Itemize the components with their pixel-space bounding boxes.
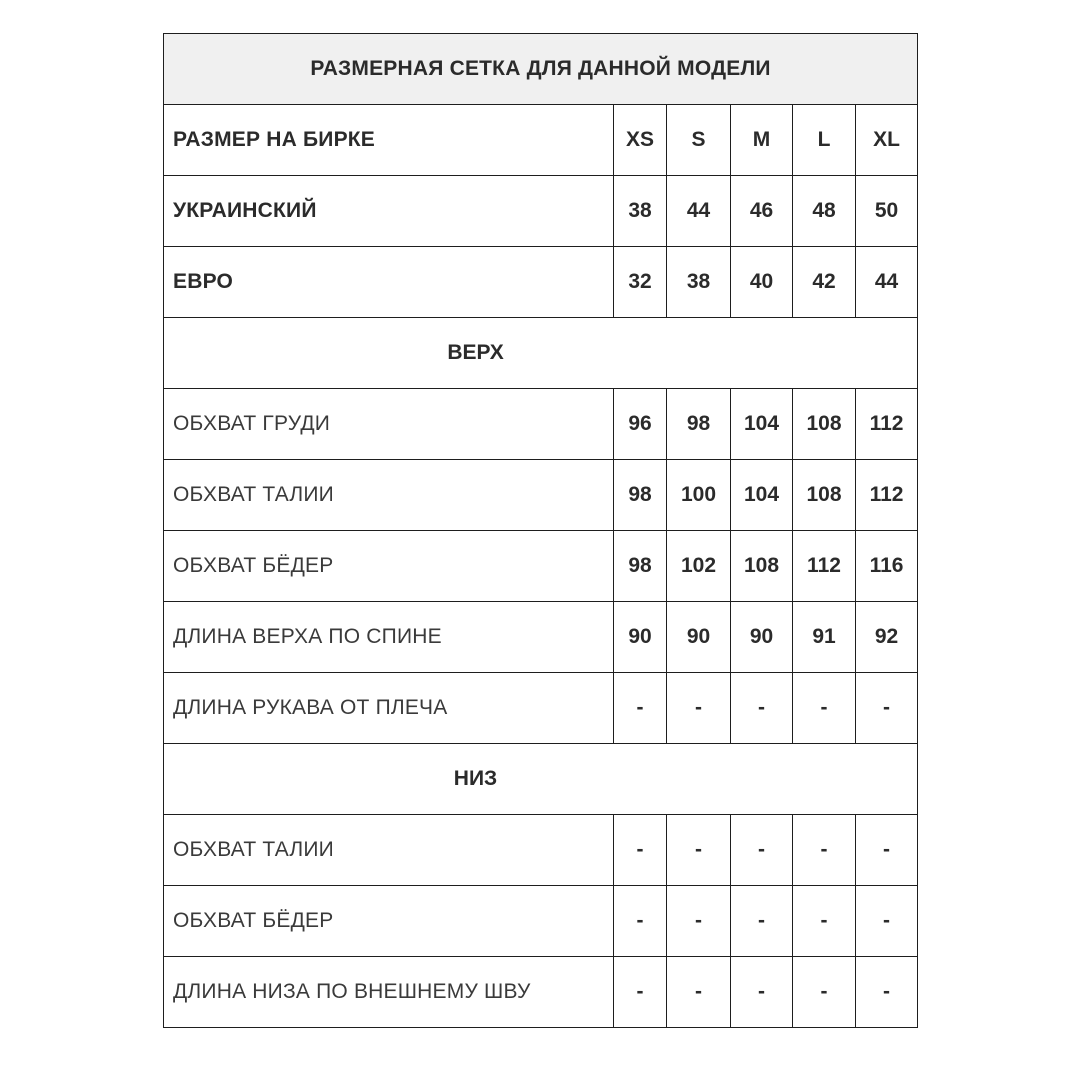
value-m: - <box>731 815 793 886</box>
value-l: - <box>793 815 856 886</box>
size-chart-table <box>163 33 918 1028</box>
value-xs: 98 <box>614 531 667 602</box>
value-m: 46 <box>731 176 793 247</box>
value-m: - <box>731 886 793 957</box>
value-l: 108 <box>793 389 856 460</box>
value-l: 91 <box>793 602 856 673</box>
value-l: 42 <box>793 247 856 318</box>
value-s: 102 <box>667 531 731 602</box>
title-row <box>164 34 918 105</box>
row-label: ОБХВАТ ГРУДИ <box>164 389 614 460</box>
value-xl: 112 <box>856 389 918 460</box>
value-xl: - <box>856 957 918 1028</box>
value-xl: - <box>856 815 918 886</box>
row-label: ДЛИНА РУКАВА ОТ ПЛЕЧА <box>164 673 614 744</box>
value-s: - <box>667 673 731 744</box>
value-xs: - <box>614 673 667 744</box>
measurement-row <box>164 602 918 673</box>
measurement-row <box>164 460 918 531</box>
measurement-row <box>164 531 918 602</box>
value-xl: - <box>856 673 918 744</box>
value-l: - <box>793 673 856 744</box>
value-xl: 112 <box>856 460 918 531</box>
measurement-row <box>164 389 918 460</box>
size-header-row <box>164 105 918 176</box>
measurement-row <box>164 673 918 744</box>
value-l: 48 <box>793 176 856 247</box>
ukrainian-size-row <box>164 176 918 247</box>
size-header-label: РАЗМЕР НА БИРКЕ <box>164 105 614 176</box>
value-xs: 32 <box>614 247 667 318</box>
row-label: ОБХВАТ ТАЛИИ <box>164 460 614 531</box>
value-m: 90 <box>731 602 793 673</box>
value-xl: 50 <box>856 176 918 247</box>
value-s: 44 <box>667 176 731 247</box>
measurement-row <box>164 957 918 1028</box>
row-label: ДЛИНА ВЕРХА ПО СПИНЕ <box>164 602 614 673</box>
bottom-section-row <box>164 744 918 815</box>
top-section-row <box>164 318 918 389</box>
value-xs: - <box>614 815 667 886</box>
value-s: 100 <box>667 460 731 531</box>
value-xs: 98 <box>614 460 667 531</box>
value-xs: 96 <box>614 389 667 460</box>
row-label: ЕВРО <box>164 247 614 318</box>
row-label: ОБХВАТ БЁДЕР <box>164 531 614 602</box>
value-m: - <box>731 957 793 1028</box>
value-l: 112 <box>793 531 856 602</box>
row-label: ДЛИНА НИЗА ПО ВНЕШНЕМУ ШВУ <box>164 957 614 1028</box>
size-header-xl: XL <box>856 105 918 176</box>
value-xs: - <box>614 957 667 1028</box>
value-l: - <box>793 886 856 957</box>
value-s: 90 <box>667 602 731 673</box>
value-l: - <box>793 957 856 1028</box>
value-xl: 116 <box>856 531 918 602</box>
value-xl: - <box>856 886 918 957</box>
row-label: УКРАИНСКИЙ <box>164 176 614 247</box>
size-header-m: M <box>731 105 793 176</box>
value-s: - <box>667 815 731 886</box>
value-s: - <box>667 957 731 1028</box>
row-label: ОБХВАТ БЁДЕР <box>164 886 614 957</box>
size-header-s: S <box>667 105 731 176</box>
measurement-row <box>164 815 918 886</box>
euro-size-row <box>164 247 918 318</box>
measurement-row <box>164 886 918 957</box>
value-xs: 90 <box>614 602 667 673</box>
value-xl: 44 <box>856 247 918 318</box>
top-section-heading: ВЕРХ <box>164 318 918 389</box>
value-m: 104 <box>731 389 793 460</box>
size-header-l: L <box>793 105 856 176</box>
value-s: 38 <box>667 247 731 318</box>
size-header-xs: XS <box>614 105 667 176</box>
table-title: РАЗМЕРНАЯ СЕТКА ДЛЯ ДАННОЙ МОДЕЛИ <box>164 34 918 105</box>
value-m: - <box>731 673 793 744</box>
row-label: ОБХВАТ ТАЛИИ <box>164 815 614 886</box>
value-m: 108 <box>731 531 793 602</box>
value-xl: 92 <box>856 602 918 673</box>
size-chart-body <box>164 34 918 1028</box>
value-xs: - <box>614 886 667 957</box>
value-m: 40 <box>731 247 793 318</box>
bottom-section-heading: НИЗ <box>164 744 918 815</box>
value-s: 98 <box>667 389 731 460</box>
value-s: - <box>667 886 731 957</box>
value-l: 108 <box>793 460 856 531</box>
value-xs: 38 <box>614 176 667 247</box>
value-m: 104 <box>731 460 793 531</box>
